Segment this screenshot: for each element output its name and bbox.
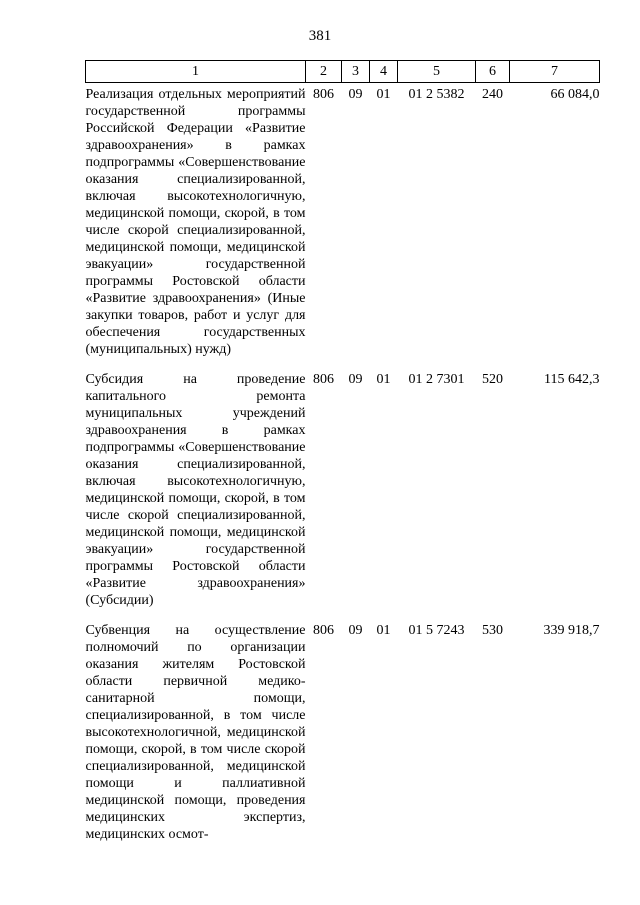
row-expense-type: 530: [482, 623, 503, 638]
table-row: [86, 83, 600, 369]
column-header-3: 3: [342, 61, 370, 83]
row-section-code: 09: [348, 623, 363, 638]
column-header-1: 1: [86, 61, 306, 83]
row-name: Субсидия на проведение капитального ремонта муниципальных учреждений здравоохранения в рамках подпрограммы «Совершенствование оказания специализированной, включая высокотехнологичную, медицинской помощи, скорой, в том числе скорой специализированной, медицинской помощи, медицинской эвакуации» государственной программы Ростовской области «Развитие здравоохранения» (Субсидии): [85, 372, 306, 608]
row-subsection-code: 01: [376, 623, 391, 638]
header-row: [86, 61, 600, 83]
table-row: [86, 619, 600, 853]
row-expense-type: 520: [482, 372, 503, 387]
row-name: Субвенция на осуществление полномочий по организации оказания жителям Ростовской области первичной медико-санитарной помощи, специализированной, в том числе высокотехнологичной, медицинской помощи, скорой, в том числе скорой специализированной, медицинской помощи и паллиативной медицинской помощи, проведения медицинских экспертиз, медицинских осмот-: [85, 623, 306, 842]
row-subsection-code: 01: [376, 372, 391, 387]
column-header-5: 5: [398, 61, 476, 83]
row-section-code: 09: [348, 87, 363, 102]
column-header-7: 7: [510, 61, 600, 83]
column-header-2: 2: [306, 61, 342, 83]
budget-table: [85, 60, 600, 853]
page-number: 381: [308, 28, 332, 44]
row-ministry-code: 806: [313, 372, 334, 387]
row-amount: 339 918,7: [543, 623, 600, 638]
row-ministry-code: 806: [313, 87, 334, 102]
row-target-code: 01 2 7301: [408, 372, 465, 387]
column-header-6: 6: [476, 61, 510, 83]
row-name: Реализация отдельных мероприятий государственной программы Российской Федерации «Развитие здравоохранения» в рамках подпрограммы «Совершенствование оказания специализированной, включая высокотехнологичную, медицинской помощи, скорой, в том числе скорой специализированной, медицинской помощи, медицинской эвакуации» государственной программы Ростовской области «Развитие здравоохранения» (Иные закупки товаров, работ и услуг для обеспечения государственных (муниципальных) нужд): [85, 87, 306, 357]
column-header-4: 4: [370, 61, 398, 83]
row-target-code: 01 5 7243: [408, 623, 465, 638]
row-section-code: 09: [348, 372, 363, 387]
row-amount: 115 642,3: [544, 372, 600, 387]
row-target-code: 01 2 5382: [408, 87, 465, 102]
row-subsection-code: 01: [376, 87, 391, 102]
table-row: [86, 368, 600, 619]
row-expense-type: 240: [482, 87, 503, 102]
row-amount: 66 084,0: [550, 87, 600, 102]
row-ministry-code: 806: [313, 623, 334, 638]
